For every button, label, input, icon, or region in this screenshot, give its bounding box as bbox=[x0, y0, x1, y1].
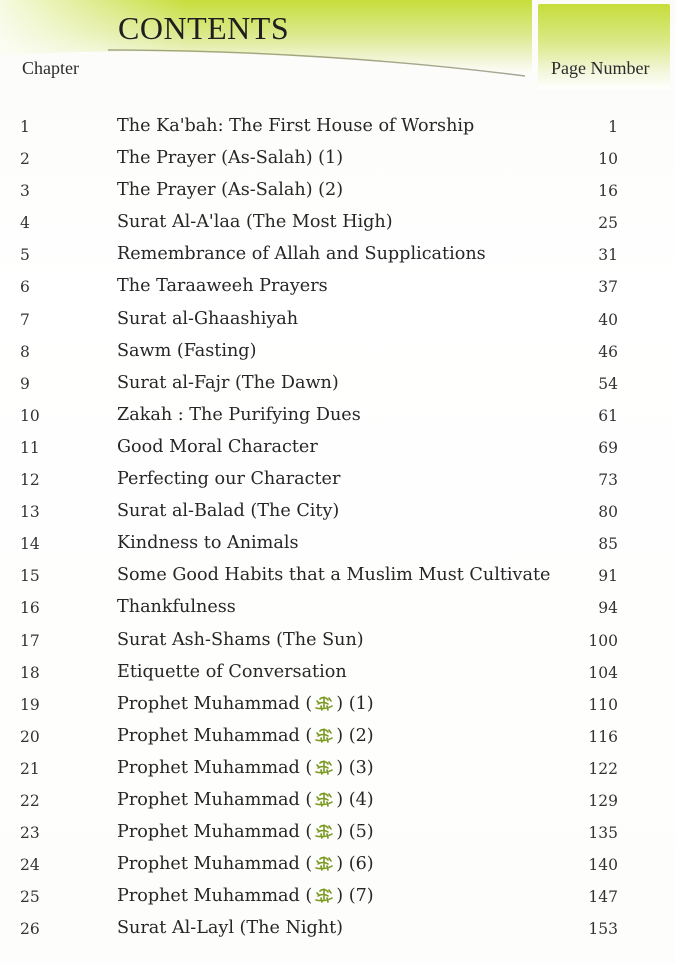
chapter-title: Surat al-Balad (The City) bbox=[117, 501, 340, 522]
pbuh-honorific-icon bbox=[313, 822, 335, 840]
chapter-title: Surat Ash-Shams (The Sun) bbox=[117, 629, 364, 650]
page-number: 16 bbox=[598, 182, 618, 201]
page-number: 85 bbox=[598, 535, 618, 554]
chapter-title: Prophet Muhammad ( ) (3) bbox=[117, 757, 374, 778]
page-number: 135 bbox=[588, 824, 618, 843]
toc-entry[interactable] bbox=[0, 725, 675, 757]
chapter-title: Prophet Muhammad ( ) (2) bbox=[117, 725, 374, 746]
chapter-column-header: Chapter bbox=[22, 58, 79, 78]
page-number: 147 bbox=[588, 888, 618, 907]
chapter-title: The Prayer (As-Salah) (2) bbox=[117, 180, 344, 201]
page-number: 73 bbox=[598, 471, 618, 490]
pbuh-honorific-icon bbox=[313, 886, 335, 904]
toc-entry[interactable] bbox=[0, 372, 675, 404]
page-number: 91 bbox=[598, 567, 618, 586]
page-number: 110 bbox=[588, 695, 618, 714]
toc-entry[interactable] bbox=[0, 275, 675, 307]
toc-entry[interactable] bbox=[0, 596, 675, 628]
chapter-title: Perfecting our Character bbox=[117, 469, 341, 490]
chapter-number: 25 bbox=[20, 888, 40, 907]
toc-entry[interactable] bbox=[0, 404, 675, 436]
page-number: 37 bbox=[598, 278, 618, 297]
page-number: 31 bbox=[598, 246, 618, 265]
chapter-title: Zakah : The Purifying Dues bbox=[117, 404, 361, 425]
page-number: 40 bbox=[598, 310, 618, 329]
chapter-number: 11 bbox=[20, 438, 40, 457]
page-number: 116 bbox=[588, 727, 618, 746]
chapter-number: 9 bbox=[20, 374, 30, 393]
chapter-title: The Taraaweeh Prayers bbox=[117, 276, 328, 297]
toc-entry[interactable] bbox=[0, 885, 675, 917]
pbuh-honorific-icon bbox=[313, 758, 335, 776]
toc-entry[interactable] bbox=[0, 789, 675, 821]
toc-entry[interactable] bbox=[0, 661, 675, 693]
page-number: 1 bbox=[608, 118, 618, 136]
page-number: 54 bbox=[598, 374, 618, 393]
page-number: 69 bbox=[598, 438, 618, 457]
toc-entry[interactable] bbox=[0, 532, 675, 564]
chapter-number: 8 bbox=[20, 342, 30, 361]
toc-entry[interactable] bbox=[0, 821, 675, 853]
chapter-number: 3 bbox=[20, 182, 30, 201]
toc-entry[interactable] bbox=[0, 629, 675, 661]
chapter-number: 22 bbox=[20, 791, 40, 810]
page-number: 104 bbox=[588, 663, 618, 682]
toc-entry[interactable] bbox=[0, 243, 675, 275]
toc-entry[interactable] bbox=[0, 500, 675, 532]
page-number: 153 bbox=[588, 920, 618, 939]
page-title: CONTENTS bbox=[118, 10, 290, 46]
pbuh-honorific-icon bbox=[313, 694, 335, 712]
chapter-number: 15 bbox=[20, 567, 40, 586]
chapter-number: 7 bbox=[20, 310, 30, 329]
toc-entry[interactable] bbox=[0, 147, 675, 179]
chapter-number: 14 bbox=[20, 535, 40, 554]
chapter-number: 17 bbox=[20, 631, 40, 650]
chapter-number: 12 bbox=[20, 471, 40, 490]
chapter-title: Sawm (Fasting) bbox=[117, 340, 257, 361]
toc-entry[interactable] bbox=[0, 853, 675, 885]
toc-entry[interactable] bbox=[0, 917, 675, 949]
chapter-title: Prophet Muhammad ( ) (4) bbox=[117, 789, 374, 810]
toc-entry[interactable] bbox=[0, 211, 675, 243]
toc-entry[interactable] bbox=[0, 179, 675, 211]
toc-entry[interactable] bbox=[0, 436, 675, 468]
chapter-number: 21 bbox=[20, 759, 40, 778]
page-number: 46 bbox=[598, 342, 618, 361]
chapter-number: 19 bbox=[20, 695, 40, 714]
page-number: 61 bbox=[598, 406, 618, 425]
chapter-title: Surat al-Ghaashiyah bbox=[117, 308, 299, 329]
chapter-title: Prophet Muhammad ( ) (1) bbox=[117, 693, 374, 714]
chapter-title: Thankfulness bbox=[117, 597, 236, 618]
chapter-number: 23 bbox=[20, 824, 40, 843]
chapter-number: 5 bbox=[20, 246, 30, 265]
pbuh-honorific-icon bbox=[313, 790, 335, 808]
chapter-number: 20 bbox=[20, 727, 40, 746]
chapter-number: 2 bbox=[20, 150, 30, 169]
chapter-title: Etiquette of Conversation bbox=[117, 661, 347, 682]
toc-entry[interactable] bbox=[0, 340, 675, 372]
chapter-title: Some Good Habits that a Muslim Must Cultivate bbox=[117, 565, 551, 586]
toc-entry[interactable] bbox=[0, 564, 675, 596]
toc-entry[interactable] bbox=[0, 115, 675, 147]
chapter-title: Good Moral Character bbox=[117, 436, 318, 457]
chapter-number: 4 bbox=[20, 214, 30, 233]
pbuh-honorific-icon bbox=[313, 854, 335, 872]
page-number: 129 bbox=[588, 791, 618, 810]
chapter-number: 1 bbox=[20, 118, 30, 136]
chapter-number: 16 bbox=[20, 599, 40, 618]
chapter-title: Prophet Muhammad ( ) (5) bbox=[117, 822, 374, 843]
chapter-title: Surat Al-Layl (The Night) bbox=[117, 918, 344, 939]
page-number: 25 bbox=[598, 214, 618, 233]
chapter-number: 26 bbox=[20, 920, 40, 939]
page-number: 10 bbox=[598, 150, 618, 169]
chapter-number: 10 bbox=[20, 406, 40, 425]
page-number: 80 bbox=[598, 503, 618, 522]
page-number: 100 bbox=[588, 631, 618, 650]
page-number: 94 bbox=[598, 599, 618, 618]
table-of-contents bbox=[0, 115, 675, 949]
chapter-title: Kindness to Animals bbox=[117, 533, 299, 554]
page-number: 122 bbox=[588, 759, 618, 778]
chapter-number: 24 bbox=[20, 856, 40, 875]
chapter-number: 13 bbox=[20, 503, 40, 522]
toc-entry[interactable] bbox=[0, 308, 675, 340]
page-number-column-header: Page Number bbox=[551, 58, 650, 78]
chapter-title: The Prayer (As-Salah) (1) bbox=[117, 148, 344, 169]
chapter-title: Prophet Muhammad ( ) (7) bbox=[117, 886, 374, 907]
toc-entry[interactable] bbox=[0, 693, 675, 725]
chapter-title: Remembrance of Allah and Supplications bbox=[117, 244, 486, 265]
chapter-title: Surat Al-A'laa (The Most High) bbox=[117, 212, 393, 233]
toc-entry[interactable] bbox=[0, 468, 675, 500]
chapter-number: 18 bbox=[20, 663, 40, 682]
chapter-title: Surat al-Fajr (The Dawn) bbox=[117, 372, 339, 393]
chapter-number: 6 bbox=[20, 278, 30, 297]
page-number: 140 bbox=[588, 856, 618, 875]
toc-entry[interactable] bbox=[0, 757, 675, 789]
chapter-title: Prophet Muhammad ( ) (6) bbox=[117, 854, 374, 875]
pbuh-honorific-icon bbox=[313, 726, 335, 744]
chapter-title: The Ka'bah: The First House of Worship bbox=[117, 116, 475, 136]
